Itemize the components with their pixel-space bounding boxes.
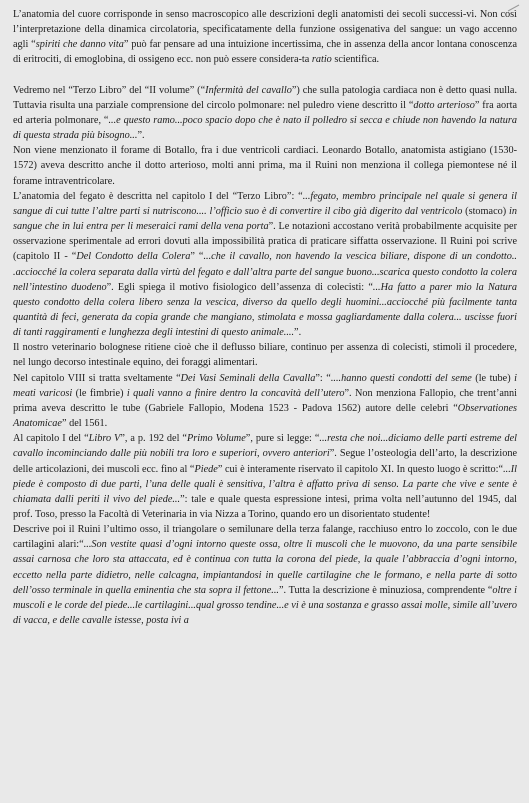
italic-text-span: ...fegato, membro principale nel quale si genera il sangue di cui tutte l’altre parti si nutriscono.... l’officio suo è di convertire il cibo già digerito dal ventricolo (13, 190, 517, 217)
text-span: Il nostro veterinario bolognese ritiene cioè che il deflusso biliare, continuo per assenza di colecisti, stimoli il procedere, nel lungo decorso intestinale equino, dei foraggi alimentari. (13, 342, 517, 369)
text-span: ”. (294, 327, 302, 339)
text-span: (le tube) (471, 372, 515, 384)
text-span: ”. Segue l’osteologia dell’arto, la descrizione delle articolazioni, dei muscoli ecc. fino al “ (13, 448, 517, 475)
italic-text-span: in sangue che in lui entra per li meseraici rami della vena porta (13, 205, 517, 233)
text-span: Vedremo nel “Terzo Libro” del “II volume” (“ (13, 84, 206, 96)
italic-text-span: oltre i muscoli e le corde del piede...le cartilagini...qual grosso tendine...e vi è una sostanza e grasso assai molle, simile all’uvero di vacca, e delle cavalle istesse, posta ivi a (13, 584, 517, 627)
text-span: (le fimbrie) (72, 387, 127, 399)
text-span: L’anatomia del cuore corrisponde in senso macroscopico alle descrizioni degli anatomisti dei secoli successi-vi. Non così l’interpretazione della dinamica circolatoria, specificatamente della funzione ossigenativa del sangue: un vago accenno agli “ (13, 9, 517, 51)
text-span: ” fra aorta ed arteria polmonare, “ (13, 99, 517, 126)
text-span: ”, pure si legge: “ (245, 433, 320, 445)
text-span: ”. Non menziona Fallopio, che trent’anni prima aveva descritto le tube (Gabriele Fallopio, Modena 1523 - Padova 1562) autore delle celebri “ (13, 387, 517, 414)
paragraph (13, 431, 517, 522)
text-span: L’anatomia del fegato è descritta nel capitolo I del “Terzo Libro”: “ (13, 190, 303, 202)
paragraph (13, 189, 517, 341)
italic-text-span: ratio (311, 54, 332, 66)
italic-text-span: Infermità del cavallo (205, 84, 292, 96)
italic-text-span: Observationes Anatomicae (13, 402, 517, 430)
text-span: Descrive poi il Ruini l’ultimo osso, il triangolare o semilunare della terza falange, racchiuso entro lo zoccolo, con le due cartilagini alari:“ (13, 524, 517, 551)
italic-text-span: ...che il cavallo, non havendo la vescica biliare, dispone di un condotto.. .acciocché la colera separata dalla virtù del fegato e dall’altra parte del sangue buono...scarica questo condotto la colera nell’intestino duodeno (13, 251, 517, 293)
text-span: Nel capitolo VIII si tratta sveltamente “ (13, 372, 181, 384)
text-span: Al capitolo I del “ (13, 433, 89, 445)
paragraph (13, 83, 517, 144)
italic-text-span: i meati varicosi (13, 372, 518, 399)
text-span: ” del 1561. (61, 418, 108, 430)
text-span: ”: tale e quale questa espressione intesi, prima volta nell’autunno del 1945, dal prof. Toso, presso la Facoltà di Veterinaria in via Nizza a Torino, quando ero un disorientato studente! (13, 493, 517, 520)
text-span: ”, a p. 192 del “ (120, 433, 187, 445)
text-span: ”. Egli spiega il motivo fisiologico dell’assenza di colecisti: “ (106, 281, 373, 293)
paragraph (13, 340, 517, 370)
italic-text-span: dotto arterioso (413, 99, 475, 111)
italic-text-span: ...Il piede è composto di due parti, l’una delle quali è sensitiva, l’altra è affatto priva di senso. La parte che vive e sente è chiamata dalli periti il vivo del piede... (13, 463, 518, 505)
italic-text-span: Del Condotto della Colera (76, 251, 191, 263)
text-span: ”. (137, 130, 145, 142)
text-span: ”. Le notazioni accostano verità probabilmente acquisite per osservazione sperimentale ad errori dovuti alla impossibilità pratica di praticare siffatta osservazione. Il Ruini poi scrive (capitolo II - “ (13, 221, 517, 263)
page-corner-mark-icon (507, 3, 521, 13)
paragraph-spacer (13, 68, 517, 83)
text-body (13, 7, 517, 628)
italic-text-span: ....hanno questi condotti del seme (330, 372, 472, 384)
italic-text-span: Piede (194, 463, 218, 475)
text-span: ”) che sulla patologia cardiaca non è detto quasi nulla. Tuttavia risulta una parziale comprensione del circolo polmonare: nel puledro viene descritto il “ (13, 84, 518, 111)
italic-text-span: spiriti che danno vita (35, 39, 124, 51)
italic-text-span: Libro V (88, 433, 121, 445)
text-span: Non viene menzionato il forame di Botallo, fra i due ventricoli cardiaci. Leonardo Botallo, anatomista astigiano (1530-1572) aveva descritto anche il dotto arterioso, molti anni prima, ma il Ruini non menziona il collega piemontese né il forame intraventricolare. (13, 145, 517, 187)
text-span: ” cui è interamente riservato il capitolo XI. In questo luogo è scritto:“ (217, 463, 504, 475)
italic-text-span: ...Ha fatto a parer mio la Natura questo condotto della colera libero senza la vescica, diverso da quello degli huomini...acciocché più facilmente tanta quantità di feci, generata da copia grande che mangiano, stimolata e mossa gagliardamente dalla colera... uscisse fuori di tanti raggiramenti e lunghezza degli intestini di questo animale.... (13, 281, 517, 339)
italic-text-span: ...e questo ramo...poco spacio dopo che è nato il polledro si secca e chiude non havendo la natura di questa strada più bisogno... (13, 114, 518, 142)
paragraph (13, 7, 517, 68)
paragraph (13, 522, 517, 628)
italic-text-span: Dei Vasi Seminali della Cavalla (180, 372, 316, 384)
italic-text-span: ...resta che noi...diciamo delle parti estreme del cavallo incominciando dalle più nobili tra loro e superiori, ovvero anteriori (13, 433, 517, 460)
text-span: ” può far pensare ad una intuizione incertissima, che in assenza della ancor lontana conoscenza di eritrociti, di emoglobina, di ossigeno ecc. non può essere considera-ta (13, 39, 517, 66)
italic-text-span: Primo Volume (186, 433, 246, 445)
text-span: ” “ (190, 251, 204, 263)
italic-text-span: i quali vanno a finire dentro la concavità dell’utero (126, 387, 345, 399)
text-span: ”: “ (315, 372, 331, 384)
italic-text-span: ...Son vestite quasi d’ogni intorno queste ossa, oltre li muscoli che le muovono, da una parte sensibile assai carnosa che loro sta attaccata, ed è continua con tutta la corona del piede, la quale l’abbraccia d’ogni intorno, eccetto nella parte didietro, nelle calcagna, impiantandosi in quelle cartilagine che le formano, e nella parte di sotto dell’osso terminale in quella eminentia che sta sopra il fettone... (13, 539, 518, 596)
text-span: (stomaco) (462, 205, 509, 217)
paragraph (13, 371, 517, 432)
paragraph (13, 143, 517, 188)
text-span: scientifica. (331, 54, 380, 66)
text-span: ”. Tutta la descrizione è minuziosa, comprendente “ (278, 584, 493, 596)
